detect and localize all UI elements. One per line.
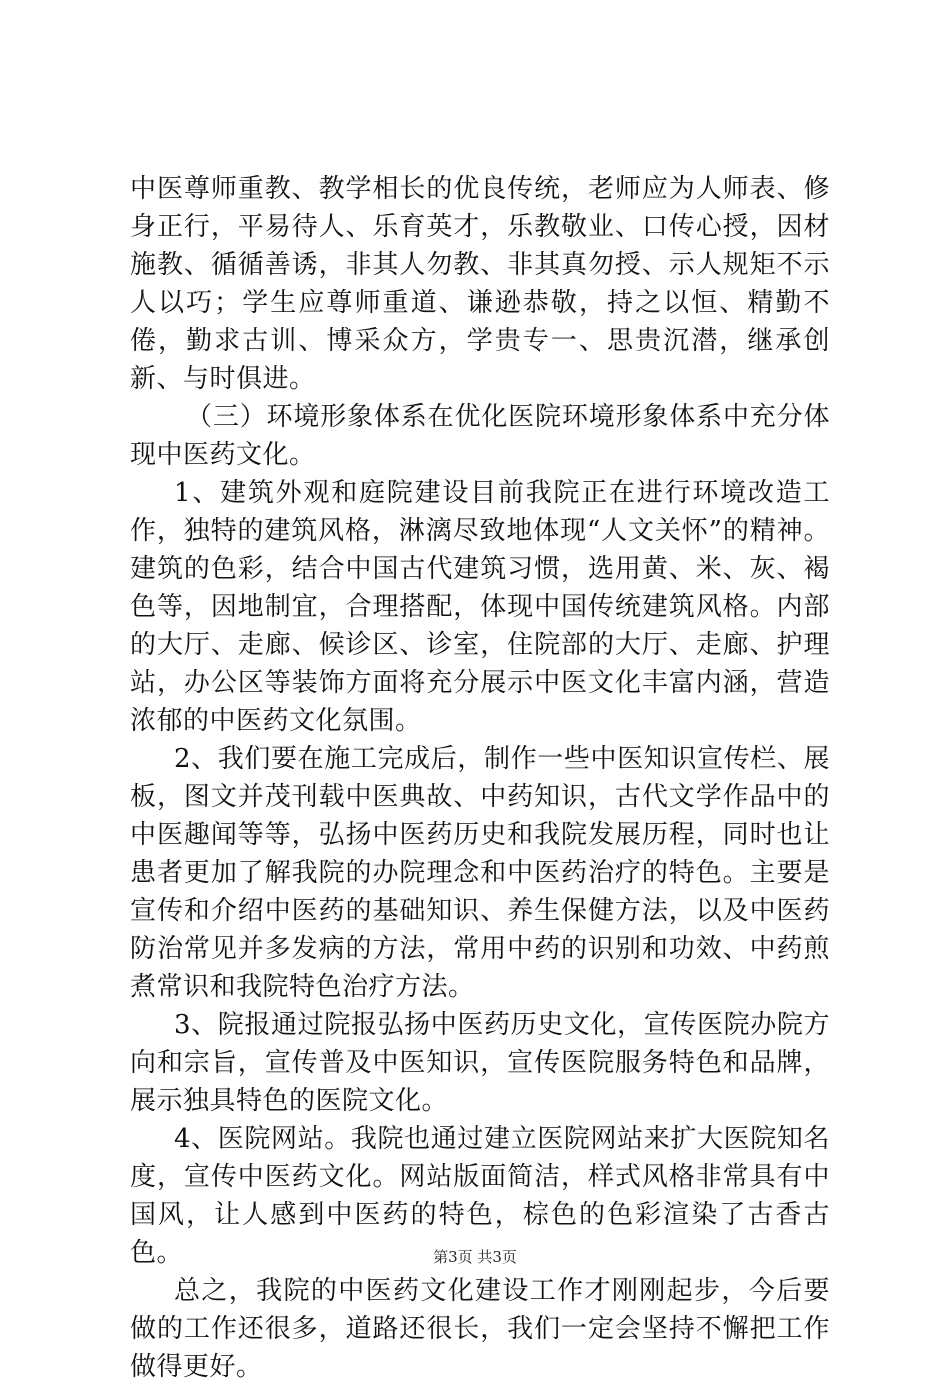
paragraph-item-1-architecture: 1、建筑外观和庭院建设目前我院正在进行环境改造工作，独特的建筑风格，淋漓尽致地体现“人文关怀”的精神。建筑的色彩，结合中国古代建筑习惯，选用黄、米、灰、褐色等，因地制宜，合理搭配，体现中国传统建筑风格。内部的大厅、走廊、候诊区、诊室，住院部的大厅、走廊、护理站，办公区等装饰方面将充分展示中医文化丰富内涵，营造浓郁的中医药文化氛围。: [130, 478, 830, 736]
document-body: [130, 170, 830, 1386]
page-footer: 第3页 共3页: [433, 1248, 517, 1266]
paragraph-teaching-tradition: 中医尊师重教、教学相长的优良传统，老师应为人师表、修身正行，平易待人、乐育英才，乐教敬业、口传心授，因材施教、循循善诱，非其人勿教、非其真勿授、示人规矩不示人以巧；学生应尊师重道、谦逊恭敬，持之以恒、精勤不倦，勤求古训、博采众方，学贵专一、思贵沉潜，继承创新、与时俱进。: [130, 174, 830, 394]
paragraph-item-4-website: 4、医院网站。我院也通过建立医院网站来扩大医院知名度，宣传中医药文化。网站版面简洁，样式风格非常具有中国风，让人感到中医药的特色，棕色的色彩渲染了古香古色。: [130, 1124, 830, 1268]
paragraph-section-three-heading: （三）环境形象体系在优化医院环境形象体系中充分体现中医药文化。: [130, 402, 830, 470]
paragraph-item-2-publicity: 2、我们要在施工完成后，制作一些中医知识宣传栏、展板，图文并茂刊载中医典故、中药知识，古代文学作品中的中医趣闻等等，弘扬中医药历史和我院发展历程，同时也让患者更加了解我院的办院理念和中医药治疗的特色。主要是宣传和介绍中医药的基础知识、养生保健方法，以及中医药防治常见并多发病的方法，常用中药的识别和功效、中药煎煮常识和我院特色治疗方法。: [130, 744, 830, 1002]
paragraph-conclusion: 总之，我院的中医药文化建设工作才刚刚起步，今后要做的工作还很多，道路还很长，我们一定会坚持不懈把工作做得更好。: [130, 1276, 830, 1382]
paragraph-item-3-newsletter: 3、院报通过院报弘扬中医药历史文化，宣传医院办院方向和宗旨，宣传普及中医知识，宣传医院服务特色和品牌，展示独具特色的医院文化。: [130, 1010, 830, 1116]
